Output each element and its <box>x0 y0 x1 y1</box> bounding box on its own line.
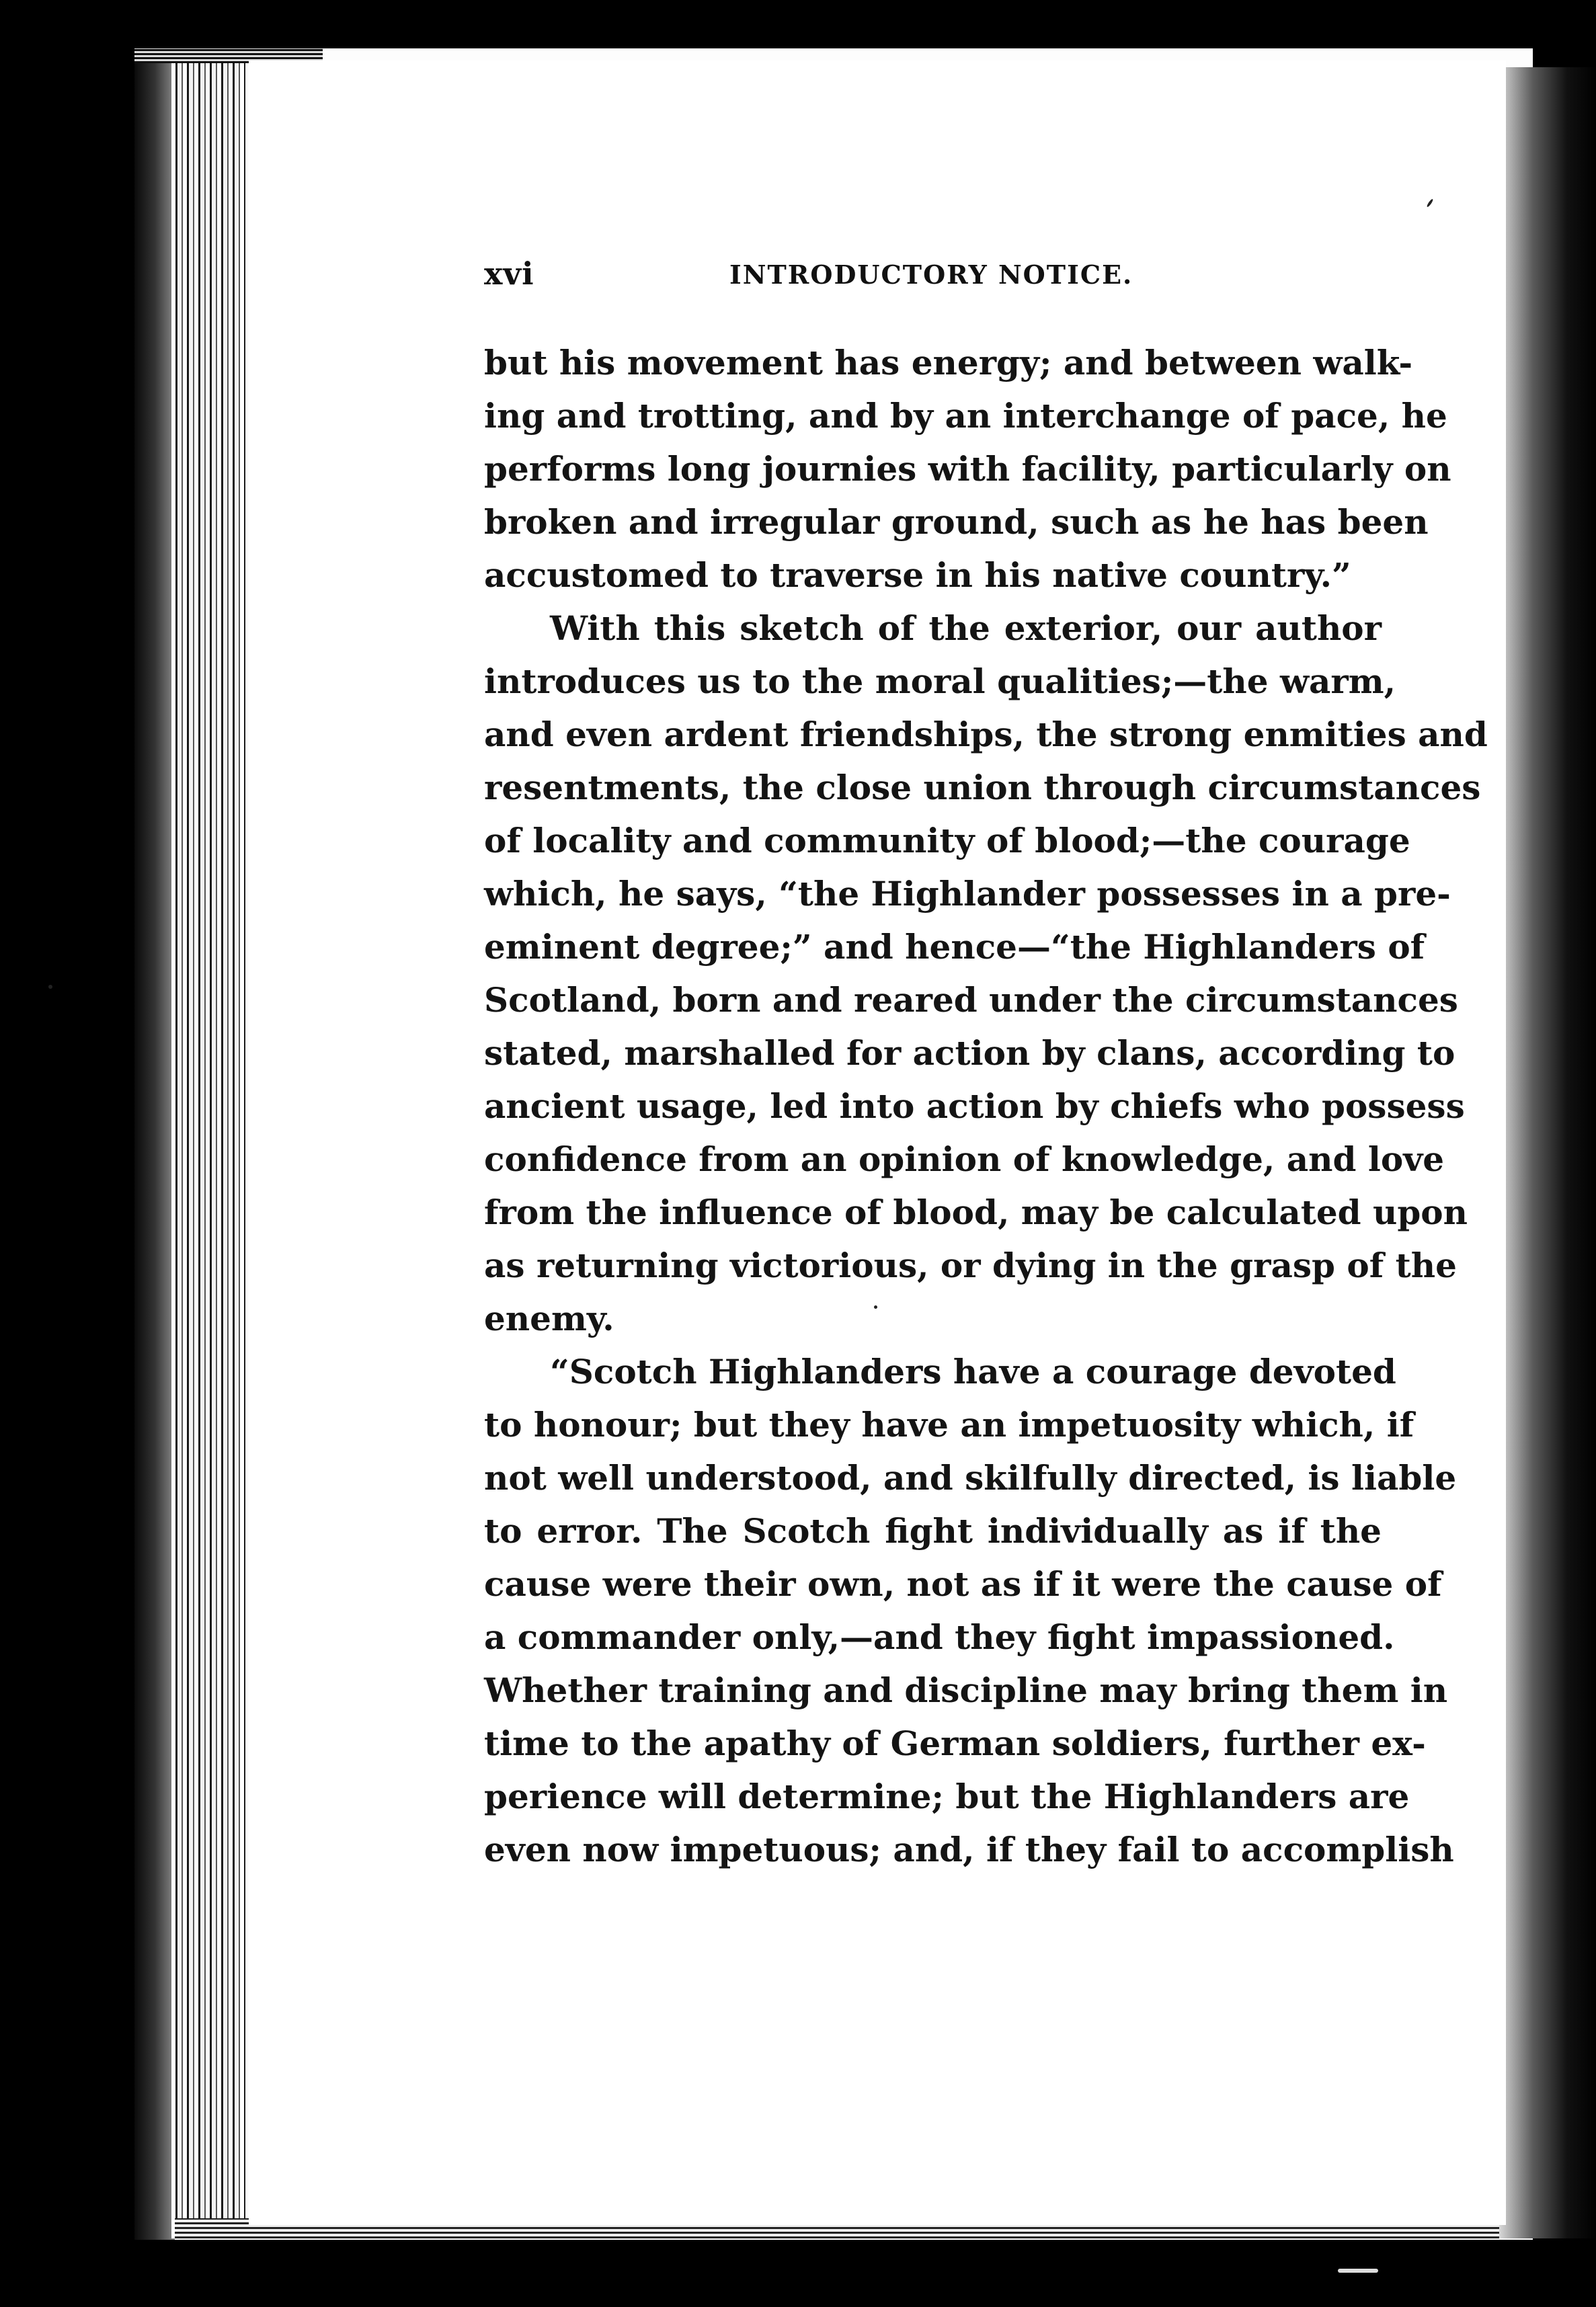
running-head: INTRODUCTORY NOTICE. <box>729 259 1133 290</box>
text-line: perience will determine; but the Highlanders are <box>484 1777 1410 1816</box>
text-line: even now impetuous; and, if they fail to accomplish <box>484 1830 1454 1869</box>
text-line: a commander only,—and they fight impassioned. <box>484 1617 1395 1657</box>
text-line: eminent degree;” and hence—“the Highlanders of <box>484 927 1425 967</box>
text-line: resentments, the close union through circumstances <box>484 768 1481 807</box>
text-line: ing and trotting, and by an interchange of pace, he <box>484 396 1447 436</box>
body-text <box>484 336 1488 1876</box>
text-line: cause were their own, not as if it were the cause of <box>484 1564 1442 1604</box>
scan-speck <box>874 1305 877 1309</box>
page-number: xvi <box>484 255 534 292</box>
text-line: not well understood, and skilfully directed, is liable <box>484 1458 1457 1498</box>
text-line: enemy. <box>484 1299 614 1338</box>
text-line: from the influence of blood, may be calculated upon <box>484 1192 1468 1232</box>
page-edges <box>171 54 245 2238</box>
binding-shadow <box>1499 67 1596 2238</box>
text-line: and even ardent friendships, the strong enmities and <box>484 715 1488 754</box>
page-header <box>484 255 1398 302</box>
scan-speck <box>48 985 52 989</box>
text-line: ancient usage, led into action by chiefs who possess <box>484 1086 1465 1126</box>
text-line: as returning victorious, or dying in the grasp of the <box>484 1246 1457 1285</box>
scan-speck <box>1338 2269 1378 2273</box>
text-line: performs long journies with facility, particularly on <box>484 449 1451 489</box>
text-line: which, he says, “the Highlander possesses in a pre- <box>484 874 1451 914</box>
text-line: Whether training and discipline may bring them in <box>484 1670 1448 1710</box>
book-spine-shadow <box>134 48 175 2240</box>
text-line: but his movement has energy; and between walk- <box>484 343 1413 382</box>
text-line: introduces us to the moral qualities;—the warm, <box>484 661 1396 701</box>
text-line: confidence from an opinion of knowledge, and love <box>484 1139 1445 1179</box>
text-line: Scotland, born and reared under the circumstances <box>484 980 1458 1020</box>
text-line: “Scotch Highlanders have a courage devoted <box>550 1352 1396 1391</box>
text-line: of locality and community of blood;—the courage <box>484 821 1410 860</box>
text-line: With this sketch of the exterior, our author <box>550 608 1382 648</box>
text-line: to error. The Scotch fight individually as if the <box>484 1511 1382 1551</box>
text-line: accustomed to traverse in his native country.” <box>484 555 1351 595</box>
text-line: broken and irregular ground, such as he has been <box>484 502 1429 542</box>
text-line: to honour; but they have an impetuosity which, if <box>484 1405 1414 1445</box>
text-line: time to the apathy of German soldiers, further ex- <box>484 1724 1426 1763</box>
text-line: stated, marshalled for action by clans, according to <box>484 1033 1455 1073</box>
